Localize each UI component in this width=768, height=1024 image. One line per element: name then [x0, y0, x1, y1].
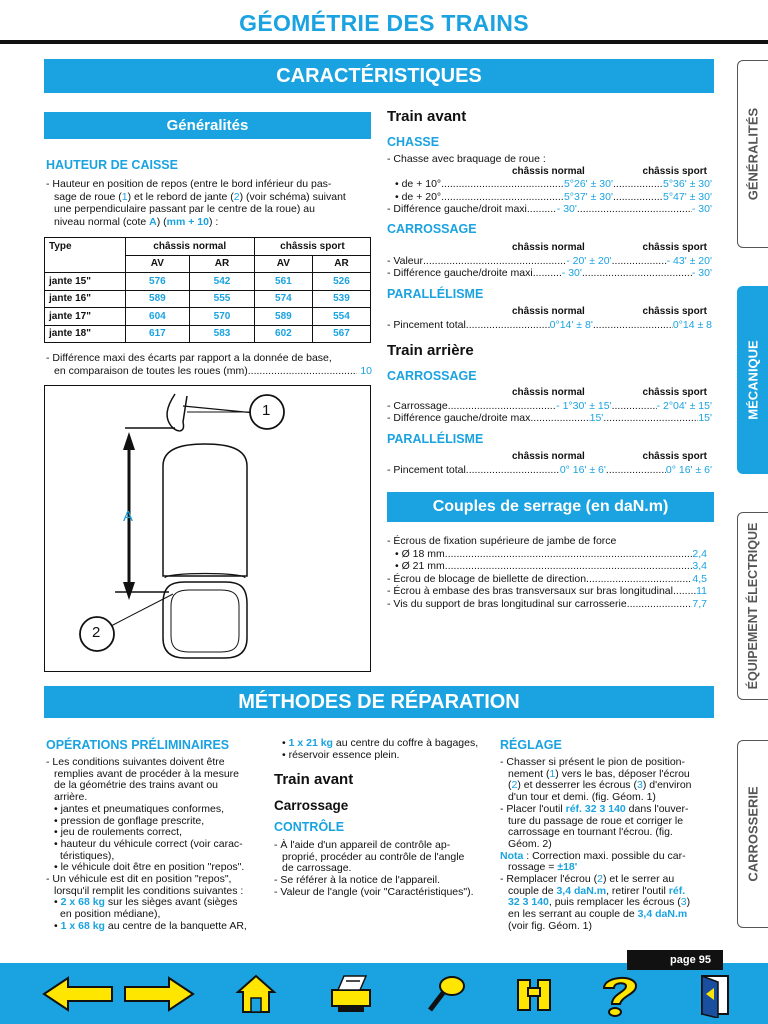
page-title: GÉOMÉTRIE DES TRAINS	[239, 10, 529, 36]
heading-reglage: RÉGLAGE	[500, 738, 562, 752]
table-header-normal: châssis normal	[125, 238, 254, 256]
controle-block: - À l'aide d'un appareil de contrôle ap- proprié, procéder au contrôle de l'angle de carrossage. - Se référer à la notice de l'appareil. - Valeur de l'angle (voir "Caractéristiques").	[274, 839, 474, 898]
home-icon[interactable]	[234, 972, 278, 1016]
heading-parallelisme-av: PARALLÉLISME	[387, 287, 484, 301]
difference-text: - Différence maxi des écarts par rapport a la donnée de base, en comparaison de toutes les roues (mm) ..... 10	[46, 352, 372, 377]
title-rule	[0, 40, 768, 44]
table-row: jante 15" 576 542 561 526	[45, 273, 371, 291]
binoculars-icon[interactable]	[512, 972, 556, 1016]
help-question-icon[interactable]	[594, 972, 644, 1018]
parallelisme-av-block: châssis normal châssis sport - Pincement total ..... 0°14' ± 8' ..... 0°14 ± 8	[387, 306, 712, 331]
diagram-label-2: 2	[92, 624, 101, 641]
carrossage-ar-block: châssis normal châssis sport - Carrossage ..... - 1°30' ± 15' ..... - 2°04' ± 15' - Différence gauche/droite max ..... 15' ..... 15'	[387, 387, 712, 425]
hauteur-table	[44, 237, 371, 343]
hauteur-diagram	[44, 385, 371, 672]
subsection-generalites: Généralités	[44, 112, 371, 139]
heading-operations: OPÉRATIONS PRÉLIMINAIRES	[46, 738, 230, 752]
heading-carrossage-ar: CARROSSAGE	[387, 369, 477, 383]
heading-carrossage-methodes: Carrossage	[274, 798, 349, 813]
table-row: jante 18" 617 583 602 567	[45, 325, 371, 343]
print-icon[interactable]	[326, 972, 376, 1016]
heading-parallelisme-ar: PARALLÉLISME	[387, 432, 484, 446]
subsection-couples: Couples de serrage (en daN.m)	[387, 492, 714, 522]
previous-arrow-icon[interactable]	[40, 972, 115, 1016]
carrossage-av-block: châssis normal châssis sport - Valeur ..... - 20' ± 20' ..... - 43' ± 20' - Différence gauche/droite maxi ..... - 30' ..... - 30'	[387, 242, 712, 280]
operations-block: - Les conditions suivantes doivent être remplies avant de procéder à la mesure de la géométrie des trains avant ou arrière. • jantes et pneumatiques conformes, • pression de gonflage prescrite, • jeu de roulements correct, • hauteur du véhicule correct (voir carac- téristiques), • le véhicule doit être en position "repos". - Un véhicule est dit en position "repos", lorsqu'il remplit les conditions suivantes : • 2 x 68 kg sur les sièges avant (sièges en position médiane), • 1 x 68 kg au centre de la banquette AR,	[46, 756, 247, 932]
exit-door-icon[interactable]	[698, 972, 734, 1018]
tab-carrosserie[interactable]: CARROSSERIE	[737, 740, 768, 928]
tab-mecanique[interactable]: MÉCANIQUE	[737, 286, 768, 474]
tab-generalites[interactable]: GÉNÉRALITÉS	[737, 60, 768, 248]
middle-bullets: • 1 x 21 kg au centre du coffre à bagages, • réservoir essence plein.	[282, 737, 479, 761]
heading-train-avant: Train avant	[387, 108, 467, 125]
parallelisme-ar-block: châssis normal châssis sport - Pincement total ..... 0° 16' ± 6' ..... 0° 16' ± 6'	[387, 451, 712, 476]
table-header-av: AV	[125, 255, 190, 273]
table-row: jante 16" 589 555 574 539	[45, 290, 371, 308]
tab-equipement-electrique[interactable]: ÉQUIPEMENT ÉLECTRIQUE	[737, 512, 768, 700]
heading-controle: CONTRÔLE	[274, 820, 345, 834]
diagram-label-a: A	[123, 508, 134, 525]
heading-train-avant-methodes: Train avant	[274, 771, 354, 788]
table-header-ar: AR	[190, 255, 255, 273]
couples-block: - Écrous de fixation supérieure de jambe de force • Ø 18 mm ..... 2,4 • Ø 21 mm ..... 3,4 - Écrou de blocage de biellette de direction ..... 4,5 - Écrou à embase des bras transversaux sur bras longitudinal ..... 11 - Vis du support de bras longitudinal sur carrosserie ..... 7,7	[387, 535, 707, 610]
table-row: jante 17" 604 570 589 554	[45, 308, 371, 326]
table-header-sport: châssis sport	[254, 238, 370, 256]
table-header-type: Type	[45, 238, 126, 256]
reglage-block: - Chasser si présent le pion de position- nement (1) vers le bas, déposer l'écrou (2) et desserrer les écrous (3) d'environ d'un tour et demi. (fig. Géom. 1) - Placer l'outil réf. 32 3 140 dans l'ouver- ture du passage de roue et corriger le carrossage en tournant l'écrou. (fig. Géom. 2) Nota : Correction maxi. possible du car- rossage = ±18' - Remplacer l'écrou (2) et le serrer au couple de 3,4 daN.m, retirer l'outil réf. 32 3 140, puis remplacer les écrous (3) en les serrant au couple de 3,4 daN.m (voir fig. Géom. 1)	[500, 756, 692, 932]
bottom-nav-bar	[0, 963, 768, 1024]
page-number: page 95	[627, 950, 723, 970]
diagram-label-1: 1	[262, 402, 271, 419]
next-arrow-icon[interactable]	[122, 972, 197, 1016]
chasse-block: - Chasse avec braquage de roue : châssis normal châssis sport • de + 10° ..... 5°26' ± 30' ..... 5°36' ± 30' • de + 20° ..... 5°37' ± 30' ..... 5°47' ± 30' - Différence gauche/droit maxi ..... - 30' ..... - 30'	[387, 153, 712, 216]
section-caracteristiques: CARACTÉRISTIQUES	[44, 59, 714, 93]
table-header-av: AV	[254, 255, 312, 273]
hauteur-text: - Hauteur en position de repos (entre le bord inférieur du pas- sage de roue (1) et le rebord de jante (2) (voir schéma) suivant une perpendiculaire passant par le centre de la roue) au niveau normal (cote A) (mm + 10) :	[46, 178, 346, 228]
search-magnifier-icon[interactable]	[424, 972, 468, 1016]
heading-hauteur-caisse: HAUTEUR DE CAISSE	[46, 158, 178, 172]
heading-chasse: CHASSE	[387, 135, 440, 149]
heading-carrossage-av: CARROSSAGE	[387, 222, 477, 236]
heading-train-arriere: Train arrière	[387, 342, 474, 359]
section-methodes: MÉTHODES DE RÉPARATION	[44, 686, 714, 718]
table-header-ar: AR	[312, 255, 370, 273]
